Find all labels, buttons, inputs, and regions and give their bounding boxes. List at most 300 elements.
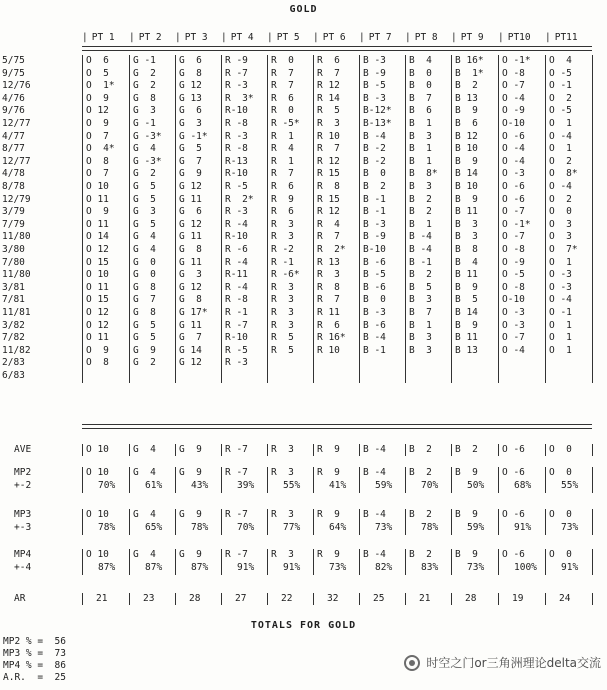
table-cell: R -3 xyxy=(225,357,248,369)
row-date: 6/83 xyxy=(2,370,25,381)
row-date: 11/82 xyxy=(2,344,31,356)
table-cell: B -6 xyxy=(363,281,386,293)
column-divider xyxy=(267,55,268,383)
table-cell: O 2 xyxy=(549,92,572,104)
table-cell: R -8 xyxy=(225,294,248,306)
summary-value: 23 xyxy=(143,593,155,604)
column-divider xyxy=(451,593,452,605)
table-cell: B 13 xyxy=(455,344,478,356)
table-cell: O -4 xyxy=(502,143,525,155)
table-cell: O 5 xyxy=(86,67,109,79)
row-date: 9/76 xyxy=(2,105,25,117)
table-cell: O -5 xyxy=(549,105,572,117)
column-divider xyxy=(545,467,546,493)
table-cell: G 11 xyxy=(179,256,202,268)
column-divider xyxy=(267,593,268,605)
table-cell: B-13* xyxy=(363,118,392,129)
table-cell: R 12 xyxy=(317,80,340,92)
table-cell: B 9 xyxy=(455,319,478,331)
column-divider xyxy=(545,444,546,456)
table-cell: O -5 xyxy=(502,269,525,281)
column-divider xyxy=(451,549,452,575)
table-cell: G 8 xyxy=(133,92,156,104)
column-divider xyxy=(451,509,452,535)
table-cell: B 7 xyxy=(409,92,432,104)
summary-value: R -7 xyxy=(225,509,248,520)
row-date: 8/77 xyxy=(2,143,25,155)
table-cell: B 14 xyxy=(455,168,478,180)
column-divider xyxy=(498,549,499,575)
watermark xyxy=(404,654,601,671)
table-cell: R 3 xyxy=(271,231,294,243)
column-header: | PT 3 xyxy=(175,32,208,43)
row-date: 2/83 xyxy=(2,357,25,369)
table-cell: O -3 xyxy=(502,319,525,331)
table-cell: O 1 xyxy=(549,143,572,155)
summary-percent: 78% xyxy=(191,522,209,533)
table-cell: B 5 xyxy=(409,281,432,293)
table-cell: B -6 xyxy=(363,256,386,268)
table-cell: R -5 xyxy=(225,181,248,192)
column-divider xyxy=(592,509,593,535)
table-cell: O -8 xyxy=(502,67,525,79)
summary-value: 25 xyxy=(373,593,385,604)
table-cell: O 1* xyxy=(86,80,115,92)
table-cell: O -9 xyxy=(502,105,525,117)
table-cell: R 15 xyxy=(317,168,340,180)
row-date: 7/79 xyxy=(2,218,25,230)
column-header: | PT 6 xyxy=(313,32,346,43)
table-cell: R-13 xyxy=(225,155,248,167)
table-cell: O 6 xyxy=(86,55,109,66)
table-cell: B 0 xyxy=(363,168,386,180)
column-divider xyxy=(82,549,83,575)
summary-value: G 4 xyxy=(133,549,156,560)
table-cell: O 1 xyxy=(549,319,572,331)
table-cell: B 2 xyxy=(363,181,386,192)
column-header: | PT 8 xyxy=(405,32,438,43)
table-cell: G 5 xyxy=(133,181,156,192)
header-double-rule xyxy=(82,46,592,51)
table-cell: G 4 xyxy=(133,143,156,155)
summary-value: 21 xyxy=(419,593,431,604)
summary-percent: 87% xyxy=(191,562,209,573)
table-cell: O 8* xyxy=(549,168,578,180)
table-cell: O -7 xyxy=(502,332,525,344)
table-cell: B -2 xyxy=(363,143,386,155)
column-divider xyxy=(545,509,546,535)
table-cell: R 6 xyxy=(317,319,340,331)
column-divider xyxy=(498,593,499,605)
footer-stat-label: MP4 % = xyxy=(3,660,44,671)
column-divider xyxy=(545,593,546,605)
summary-percent: 91% xyxy=(561,562,579,573)
row-date: 4/77 xyxy=(2,130,25,142)
table-cell: R -3 xyxy=(225,130,248,142)
table-cell: B 3 xyxy=(409,332,432,344)
table-cell: O -4 xyxy=(549,130,572,142)
table-cell: B -1 xyxy=(363,206,386,218)
column-header: | PT 1 xyxy=(82,32,115,43)
column-divider xyxy=(545,549,546,575)
column-divider xyxy=(405,444,406,456)
row-date: 3/79 xyxy=(2,206,25,218)
column-header-row xyxy=(0,31,607,45)
table-cell: B 1 xyxy=(409,143,432,155)
table-cell: O 10 xyxy=(86,269,109,281)
summary-value: G 9 xyxy=(179,549,202,560)
table-cell: O 9 xyxy=(86,344,109,356)
table-cell: R 3* xyxy=(225,92,254,104)
column-divider xyxy=(175,549,176,575)
table-cell: B 8* xyxy=(409,168,438,180)
summary-value: O 10 xyxy=(86,509,109,520)
table-cell: B-10 xyxy=(363,244,386,255)
summary-value: 21 xyxy=(96,593,108,604)
table-cell: O 9 xyxy=(86,206,109,218)
table-cell: O 2 xyxy=(549,193,572,205)
table-cell: O -7 xyxy=(502,231,525,243)
table-cell: B 7 xyxy=(409,307,432,318)
table-cell: O 12 xyxy=(86,105,109,117)
table-cell: B -3 xyxy=(363,92,386,104)
summary-percent: 65% xyxy=(145,522,163,533)
row-date: 12/76 xyxy=(2,80,31,92)
row-date: 3/80 xyxy=(2,244,25,255)
summary-value: O 0 xyxy=(549,444,572,455)
table-cell: G 2 xyxy=(133,80,156,92)
column-divider xyxy=(175,467,176,493)
column-divider xyxy=(129,55,130,383)
table-cell: O 4* xyxy=(86,143,115,155)
table-cell: R -6* xyxy=(271,269,300,281)
summary-value: 24 xyxy=(559,593,571,604)
column-divider xyxy=(129,509,130,535)
table-cell: G 5 xyxy=(179,143,202,155)
table-cell: R 12 xyxy=(317,206,340,218)
column-divider xyxy=(545,55,546,383)
summary-value: R 3 xyxy=(271,549,294,560)
table-cell: B 10 xyxy=(455,143,478,155)
table-cell: O -6 xyxy=(502,181,525,192)
summary-value: R 9 xyxy=(317,549,340,560)
summary-value: B 2 xyxy=(409,549,432,560)
table-cell: B -1 xyxy=(363,344,386,356)
table-cell: G 11 xyxy=(179,231,202,243)
column-divider xyxy=(175,55,176,383)
table-cell: B -3 xyxy=(363,218,386,230)
table-cell: R 4 xyxy=(317,218,340,230)
table-cell: O -7 xyxy=(502,80,525,92)
summary-value: 32 xyxy=(327,593,339,604)
table-cell: R 10 xyxy=(317,130,340,142)
table-cell: B -9 xyxy=(363,231,386,243)
table-cell: R 8 xyxy=(317,181,340,192)
table-cell: G 7 xyxy=(179,155,202,167)
column-divider xyxy=(405,55,406,383)
table-cell: G 2 xyxy=(133,168,156,180)
table-cell: B 3 xyxy=(409,181,432,192)
summary-sublabel: +-4 xyxy=(14,562,32,573)
summary-value: O 0 xyxy=(549,549,572,560)
table-cell: G 12 xyxy=(179,281,202,293)
table-cell: G -1 xyxy=(133,55,156,66)
summary-percent: 78% xyxy=(421,522,439,533)
table-cell: O 11 xyxy=(86,281,109,293)
table-cell: B 4 xyxy=(455,256,478,268)
summary-value: R -7 xyxy=(225,444,248,455)
table-cell: R 12 xyxy=(317,155,340,167)
table-cell: R 5 xyxy=(271,332,294,344)
wechat-icon xyxy=(404,655,420,671)
column-divider xyxy=(498,444,499,456)
summary-value: O 0 xyxy=(549,467,572,478)
table-cell: R 7 xyxy=(317,143,340,155)
summary-value: O 10 xyxy=(86,549,109,560)
table-cell: B 0 xyxy=(363,294,386,306)
column-divider xyxy=(592,55,593,383)
footer-stat-value: 86 xyxy=(54,660,66,671)
table-cell: R -3 xyxy=(225,80,248,92)
table-cell: G 4 xyxy=(133,244,156,255)
summary-percent: 77% xyxy=(283,522,301,533)
table-cell: G 5 xyxy=(133,218,156,230)
row-date: 11/80 xyxy=(2,231,31,243)
table-cell: B 2 xyxy=(409,206,432,218)
column-divider xyxy=(313,444,314,456)
column-divider xyxy=(129,549,130,575)
column-header: | PT 9 xyxy=(451,32,484,43)
column-divider xyxy=(313,509,314,535)
table-cell: G 5 xyxy=(133,193,156,205)
summary-value: B 9 xyxy=(455,467,478,478)
table-cell: G 7 xyxy=(133,294,156,306)
table-cell: R 7 xyxy=(271,168,294,180)
summary-percent: 87% xyxy=(145,562,163,573)
table-cell: R 8 xyxy=(317,281,340,293)
table-cell: O -1* xyxy=(502,218,531,230)
table-cell: O 8 xyxy=(86,357,109,369)
table-cell: R -7 xyxy=(225,67,248,79)
column-divider xyxy=(313,549,314,575)
table-cell: O-10 xyxy=(502,294,525,306)
table-cell: R 15 xyxy=(317,193,340,205)
table-cell: R -7 xyxy=(225,319,248,331)
table-cell: B 2 xyxy=(455,80,478,92)
column-divider xyxy=(405,549,406,575)
column-divider xyxy=(359,444,360,456)
summary-value: G 9 xyxy=(179,467,202,478)
summary-value: R 3 xyxy=(271,467,294,478)
column-divider xyxy=(359,593,360,605)
table-cell: R-10 xyxy=(225,105,248,117)
table-cell: B 9 xyxy=(455,105,478,117)
table-cell: O -6 xyxy=(502,130,525,142)
table-cell: B 3 xyxy=(455,231,478,243)
table-cell: R 7 xyxy=(317,67,340,79)
row-date: 7/80 xyxy=(2,256,25,268)
table-cell: O 8 xyxy=(86,155,109,167)
table-cell: B 0 xyxy=(409,67,432,79)
table-cell: B 8 xyxy=(455,244,478,255)
table-cell: R 0 xyxy=(271,55,294,66)
table-cell: B 3 xyxy=(409,130,432,142)
table-cell: O 15 xyxy=(86,294,109,306)
table-cell: R 2* xyxy=(225,193,254,205)
table-cell: O -8 xyxy=(502,244,525,255)
table-cell: O -4 xyxy=(549,294,572,306)
footer-stat xyxy=(3,672,66,683)
table-cell: O 7 xyxy=(86,130,109,142)
row-date: 12/77 xyxy=(2,118,31,129)
table-cell: G 12 xyxy=(179,357,202,369)
table-cell: B -1 xyxy=(409,256,432,268)
column-divider xyxy=(359,549,360,575)
summary-percent: 41% xyxy=(329,480,347,491)
summary-percent: 68% xyxy=(514,480,532,491)
table-cell: B 14 xyxy=(455,307,478,318)
column-divider xyxy=(451,467,452,493)
summary-value: B 2 xyxy=(455,444,478,455)
summary-value: G 4 xyxy=(133,467,156,478)
totals-title: TOTALS FOR GOLD xyxy=(250,620,357,631)
column-divider xyxy=(221,549,222,575)
footer-stat xyxy=(3,648,66,659)
table-cell: R 13 xyxy=(317,256,340,268)
table-cell: G 4 xyxy=(133,231,156,243)
table-cell: G 8 xyxy=(179,67,202,79)
summary-value: B 9 xyxy=(455,549,478,560)
footer-stat xyxy=(3,636,66,647)
table-cell: R 5 xyxy=(271,344,294,356)
table-cell: G 17* xyxy=(179,307,208,318)
table-cell: B -5 xyxy=(363,80,386,92)
column-divider xyxy=(82,593,83,605)
table-cell: R-10 xyxy=(225,168,248,180)
table-cell: G 9 xyxy=(179,168,202,180)
table-cell: R 3 xyxy=(317,269,340,281)
table-cell: R -5* xyxy=(271,118,300,129)
table-cell: O 3 xyxy=(549,218,572,230)
summary-percent: 73% xyxy=(375,522,393,533)
table-cell: O 11 xyxy=(86,218,109,230)
column-divider xyxy=(221,593,222,605)
table-cell: O 12 xyxy=(86,244,109,255)
summary-percent: 83% xyxy=(421,562,439,573)
table-cell: R 3 xyxy=(271,319,294,331)
table-cell: R 3 xyxy=(317,118,340,129)
table-cell: R 7 xyxy=(271,80,294,92)
table-cell: O 12 xyxy=(86,307,109,318)
table-cell: B 4 xyxy=(409,55,432,66)
footer-stat-label: A.R. = xyxy=(3,672,44,683)
table-cell: G -1* xyxy=(179,130,208,142)
summary-label: AVE xyxy=(14,444,32,455)
column-divider xyxy=(498,55,499,383)
footer-stat-label: MP3 % = xyxy=(3,648,44,659)
table-cell: O -3 xyxy=(549,269,572,281)
table-cell: B 11 xyxy=(455,269,478,281)
column-divider xyxy=(592,467,593,493)
table-cell: R -6 xyxy=(225,244,248,255)
table-cell: G 5 xyxy=(133,319,156,331)
column-divider xyxy=(175,444,176,456)
table-cell: G 8 xyxy=(133,281,156,293)
column-divider xyxy=(175,509,176,535)
column-divider xyxy=(221,467,222,493)
summary-percent: 73% xyxy=(467,562,485,573)
table-cell: R -1 xyxy=(271,256,294,268)
table-cell: O 9 xyxy=(86,118,109,129)
table-cell: O -5 xyxy=(549,67,572,79)
table-cell: R 5 xyxy=(317,105,340,117)
column-divider xyxy=(359,467,360,493)
table-cell: B -5 xyxy=(363,269,386,281)
column-header: | PT 2 xyxy=(129,32,162,43)
table-cell: B -4 xyxy=(409,244,432,255)
summary-value: B -4 xyxy=(363,467,386,478)
table-cell: O -4 xyxy=(502,92,525,104)
column-divider xyxy=(498,509,499,535)
table-cell: B -4 xyxy=(363,130,386,142)
table-cell: G 8 xyxy=(133,307,156,318)
column-divider xyxy=(592,593,593,605)
table-cell: R 1 xyxy=(271,130,294,142)
table-cell: B 2 xyxy=(409,269,432,281)
table-cell: B 1 xyxy=(409,218,432,230)
summary-percent: 70% xyxy=(421,480,439,491)
table-cell: G 3 xyxy=(133,105,156,117)
table-cell: R 4 xyxy=(271,143,294,155)
summary-percent: 91% xyxy=(283,562,301,573)
table-cell: G 11 xyxy=(179,319,202,331)
table-cell: G 7 xyxy=(179,332,202,344)
summary-percent: 100% xyxy=(514,562,537,573)
table-cell: B -2 xyxy=(363,155,386,167)
table-cell: O -1* xyxy=(502,55,531,66)
column-divider xyxy=(592,444,593,456)
summary-value: O -6 xyxy=(502,444,525,455)
summary-percent: 82% xyxy=(375,562,393,573)
table-cell: B-12* xyxy=(363,105,392,117)
table-cell: G -3* xyxy=(133,155,162,167)
summary-percent: 73% xyxy=(329,562,347,573)
column-divider xyxy=(405,467,406,493)
summary-percent: 55% xyxy=(561,480,579,491)
table-cell: O -3 xyxy=(502,307,525,318)
summary-value: 28 xyxy=(465,593,477,604)
row-date: 4/76 xyxy=(2,92,25,104)
table-cell: G 9 xyxy=(133,344,156,356)
summary-value: 22 xyxy=(281,593,293,604)
column-divider xyxy=(82,467,83,493)
table-cell: R 1 xyxy=(271,155,294,167)
column-divider xyxy=(267,509,268,535)
table-cell: R -4 xyxy=(225,218,248,230)
column-divider xyxy=(221,444,222,456)
table-cell: O 2 xyxy=(549,155,572,167)
column-divider xyxy=(313,467,314,493)
summary-label: MP2 xyxy=(14,467,32,478)
summary-percent: 91% xyxy=(514,522,532,533)
table-cell: G 6 xyxy=(179,55,202,66)
column-divider xyxy=(267,549,268,575)
column-divider xyxy=(221,509,222,535)
table-cell: R 2* xyxy=(317,244,346,255)
row-date: 4/78 xyxy=(2,168,25,180)
column-divider xyxy=(129,444,130,456)
summary-percent: 59% xyxy=(467,522,485,533)
